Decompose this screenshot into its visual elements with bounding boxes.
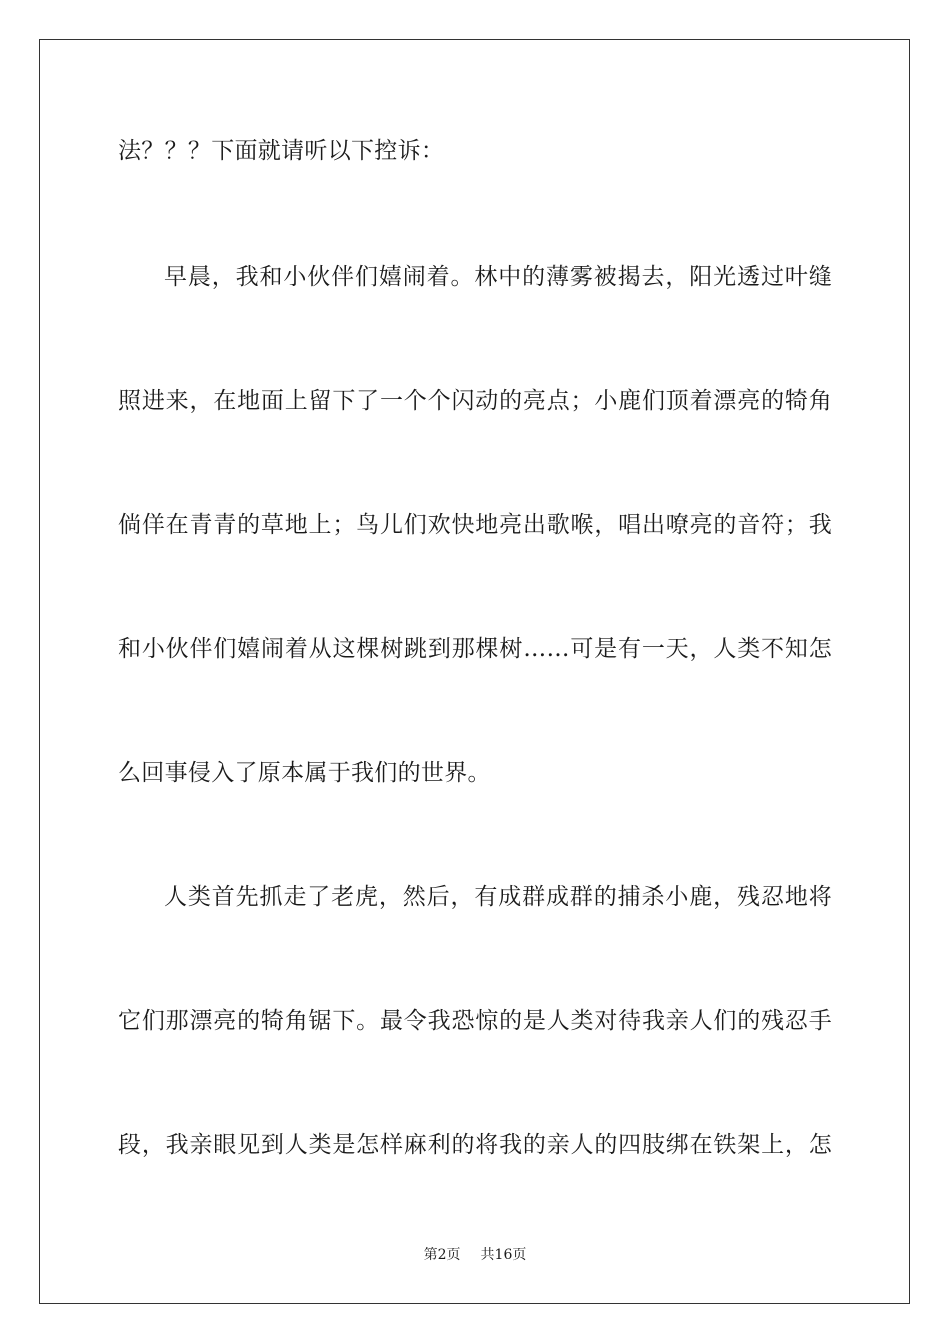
paragraph-1-line-4: 和小伙伴们嬉闹着从这棵树跳到那棵树……可是有一天，人类不知怎: [118, 636, 832, 662]
text-line-1: 法？？？下面就请听以下控诉：: [118, 138, 445, 164]
page-number: 第2页: [423, 1247, 461, 1263]
page-total: 共16页: [480, 1247, 527, 1263]
paragraph-2-line-2: 它们那漂亮的犄角锯下。最令我恐惊的是人类对待我亲人们的残忍手: [118, 1008, 832, 1034]
paragraph-1-line-1: 早晨，我和小伙伴们嬉闹着。林中的薄雾被揭去，阳光透过叶缝: [164, 264, 832, 290]
page-border: [39, 39, 910, 1304]
page-footer: [0, 1246, 950, 1264]
paragraph-1-line-3: 倘佯在青青的草地上；鸟儿们欢快地亮出歌喉，唱出嘹亮的音符；我: [118, 512, 832, 538]
paragraph-2-line-1: 人类首先抓走了老虎，然后，有成群成群的捕杀小鹿，残忍地将: [164, 884, 832, 910]
paragraph-1-line-5: 么回事侵入了原本属于我们的世界。: [118, 760, 491, 786]
paragraph-1-line-2: 照进来，在地面上留下了一个个闪动的亮点；小鹿们顶着漂亮的犄角: [118, 388, 832, 414]
paragraph-2-line-3: 段，我亲眼见到人类是怎样麻利的将我的亲人的四肢绑在铁架上，怎: [118, 1132, 832, 1158]
